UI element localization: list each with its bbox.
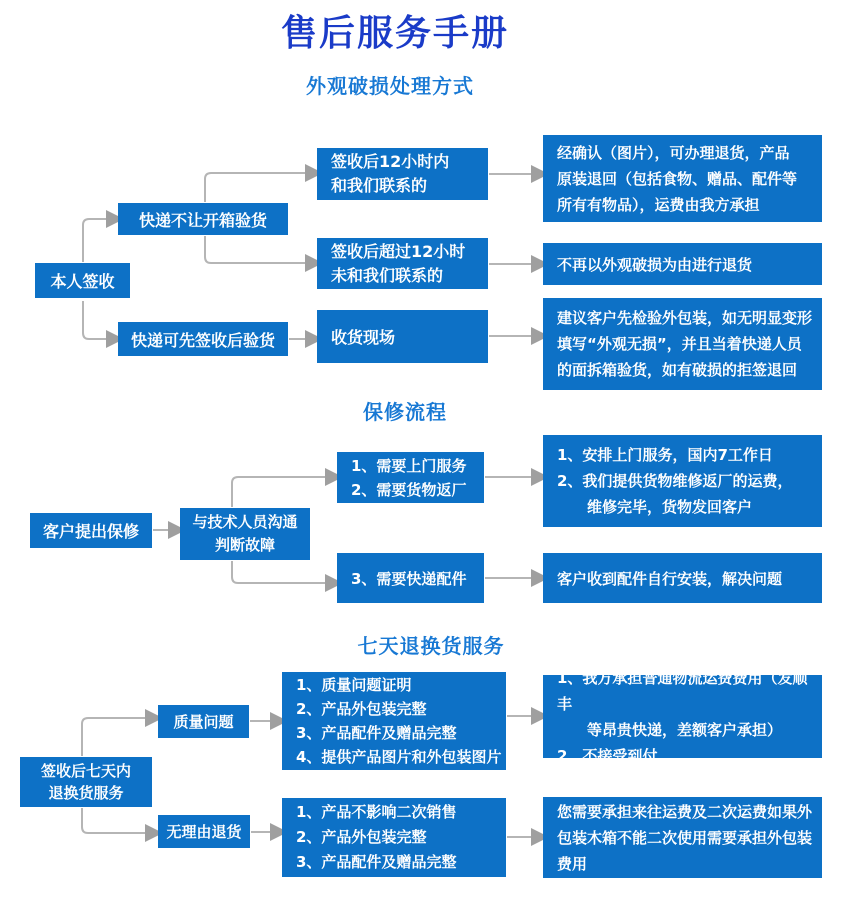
node-line: 2、产品外包装完整: [296, 700, 427, 718]
node-line: 签收后七天内: [40, 762, 131, 780]
node-line: 1、质量问题证明: [296, 676, 412, 694]
node-courier-sign-first-check-later: [118, 322, 288, 356]
node-courier-refuses-open-box-check: [118, 203, 288, 235]
page-title: 售后服务手册: [280, 12, 509, 54]
node-onsite-service-terms: [543, 435, 822, 527]
node-line: 客户收到配件自行安装，解决问题: [557, 569, 783, 588]
node-line: 质量问题: [173, 713, 234, 731]
node-advise-check-outer-package: [543, 298, 822, 390]
node-line: 和我们联系的: [331, 176, 428, 195]
node-line: 4、提供产品图片和外包装图片: [296, 748, 502, 766]
node-communicate-with-technician: [180, 508, 310, 560]
node-not-contacted-after-12h: [317, 238, 488, 289]
node-customer-requests-warranty: [30, 513, 152, 548]
node-confirmed-return-policy: [543, 135, 822, 222]
node-no-reason-return-conditions: [282, 798, 506, 877]
node-line: 3、需要快递配件: [351, 569, 467, 588]
node-quality-problem: [158, 705, 249, 738]
node-line: 与技术人员沟通: [192, 513, 298, 531]
node-line: 判断故障: [214, 536, 275, 554]
node-line: 客户提出保修: [42, 522, 139, 541]
node-line: 收货现场: [331, 328, 396, 347]
node-line: 2、需要货物返厂: [351, 480, 467, 499]
node-line: 维修完毕，货物发回客户: [587, 498, 753, 516]
section-heading-appearance-damage: 外观破损处理方式: [306, 74, 474, 98]
node-line: 2、不接受到付: [557, 746, 658, 765]
node-line: 经确认（图片），可办理退货，产品: [557, 143, 790, 162]
node-line: 3、产品配件及赠品完整: [296, 724, 457, 742]
node-no-reason-return-freight-terms: [543, 797, 822, 878]
node-need-onsite-or-return-factory: [337, 452, 484, 503]
node-line: 费用: [557, 854, 588, 873]
node-line: 2、产品外包装完整: [296, 828, 427, 846]
node-line: 1、安排上门服务，国内7工作日: [557, 446, 773, 464]
node-quality-return-conditions: [282, 672, 506, 770]
node-no-reason-return: [158, 815, 250, 848]
node-line: 1、需要上门服务: [351, 456, 467, 475]
node-customer-installs-parts: [543, 553, 822, 603]
node-quality-return-freight-terms: [543, 668, 822, 765]
node-need-parts-by-courier: [337, 553, 484, 603]
node-line: 建议客户先检验外包装，如无明显变形: [557, 309, 813, 327]
node-line: 原装退回（包括食物、赠品、配件等: [557, 169, 798, 188]
node-seven-day-return-service: [20, 757, 152, 807]
node-line: 等昂贵快递，差额客户承担）: [587, 720, 783, 739]
node-self-sign: [35, 263, 130, 298]
node-line: 包装木箱不能二次使用需要承担外包装: [557, 828, 813, 847]
node-contacted-within-12h: [317, 148, 488, 200]
node-line: 退换货服务: [48, 784, 124, 802]
node-line: 签收后12小时内: [331, 152, 450, 171]
node-line: 本人签收: [50, 272, 115, 291]
node-line: 填写“外观无损”，并且当着快递人员: [557, 335, 802, 353]
node-line: 3、产品配件及赠品完整: [296, 853, 457, 871]
node-line: 签收后超过12小时: [331, 241, 466, 261]
node-line: 1、我方承担普通物流运费费用（发顺丰: [557, 668, 808, 713]
node-line: 所有有物品），运费由我方承担: [557, 195, 760, 214]
node-line: 2、我们提供货物维修返厂的运费，: [557, 472, 793, 490]
node-receiving-site: [317, 310, 488, 363]
section-heading-seven-day-return: 七天退换货服务: [357, 634, 505, 658]
node-line: 不再以外观破损为由进行退货: [557, 255, 753, 274]
section-heading-warranty-process: 保修流程: [363, 400, 447, 424]
node-line: 无理由退货: [166, 823, 242, 841]
node-line: 您需要承担来往运费及二次运费如果外: [557, 802, 813, 821]
node-line: 快递可先签收后验货: [130, 330, 275, 350]
node-line: 的面拆箱验货，如有破损的拒签退回: [557, 361, 798, 379]
node-line: 未和我们联系的: [331, 265, 444, 285]
node-line: 快递不让开箱验货: [138, 210, 267, 230]
node-line: 1、产品不影响二次销售: [296, 803, 457, 821]
node-no-return-for-appearance: [543, 243, 822, 285]
